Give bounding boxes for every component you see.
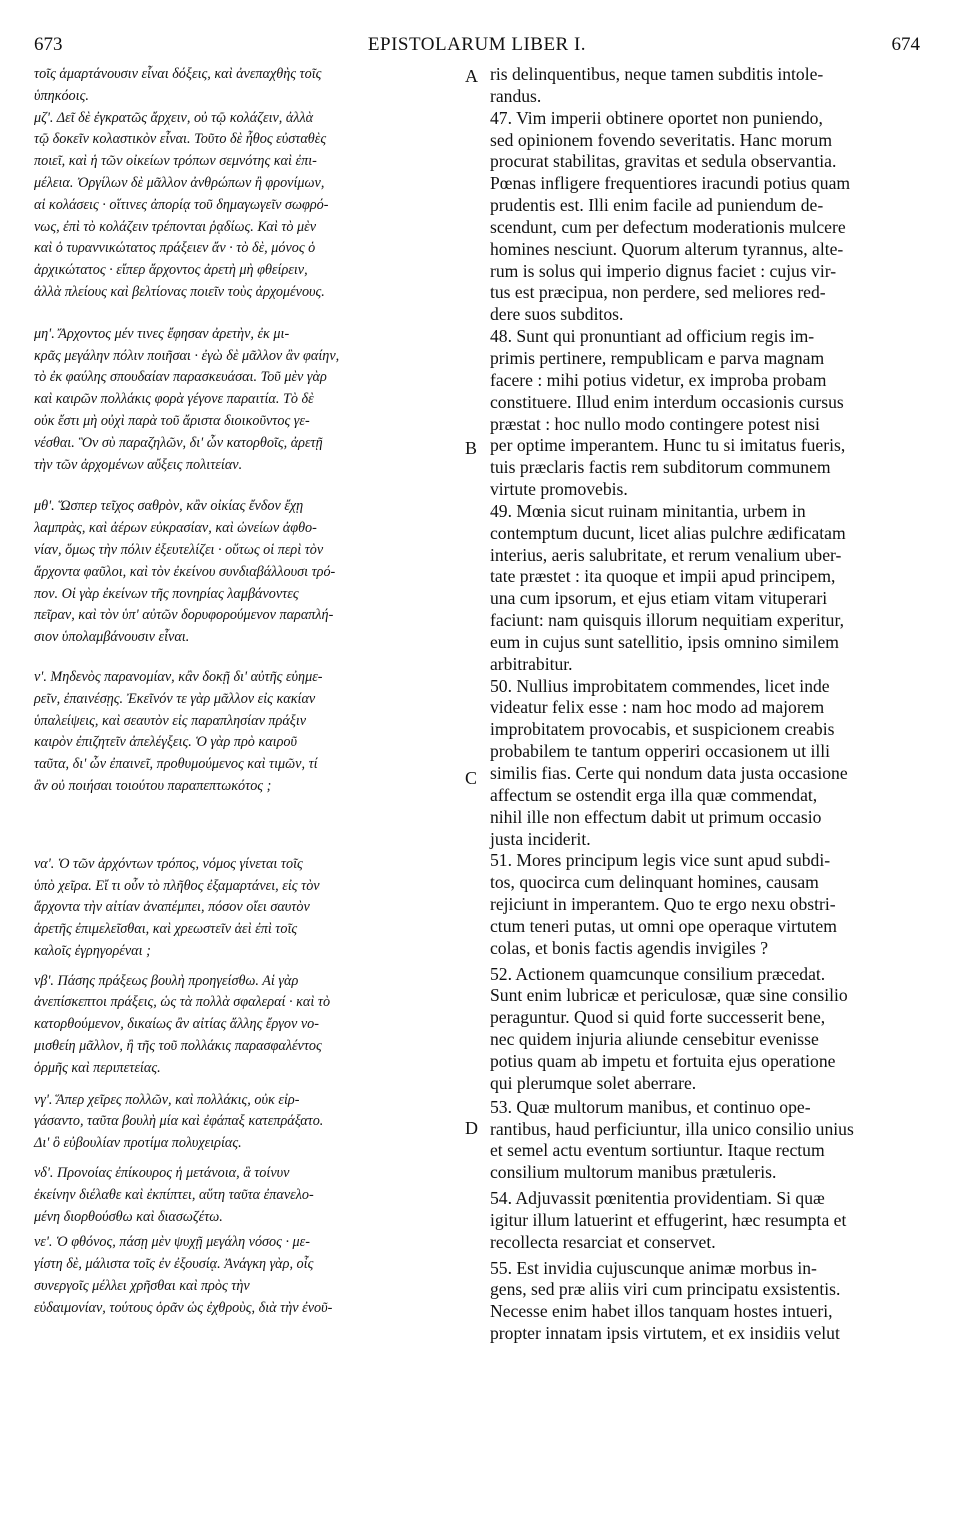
greek-text-line: νβ'. Πάσης πράξεως βουλὴ προηγείσθω. Αἱ γὰρ <box>34 972 299 989</box>
page-number-left: 673 <box>34 34 63 55</box>
latin-section-47 <box>490 108 922 326</box>
latin-text-line: recollecta resarciat et conservet. <box>490 1231 716 1252</box>
latin-text-line: 51. Mores principum legis vice sunt apud subdi- <box>490 850 831 871</box>
greek-text-line: κρᾶς μεγάλην πόλιν ποιῆσαι · ἐγὼ δὲ μᾶλλον ἂν φαίην, <box>34 347 340 364</box>
greek-section-50 <box>34 667 474 798</box>
greek-text-line: ἀρετῆς ἐπιμελεῖσθαι, καὶ χρεωστεῖν ἀεὶ ἐπὶ τοῖς <box>34 921 298 938</box>
greek-text-line: πεῖραν, καὶ τὸν ὑπ' αὐτῶν δορυφορούμενον παραπλή- <box>34 607 334 624</box>
latin-text-line: 55. Est invidia cujuscunque animæ morbus in- <box>490 1257 817 1278</box>
greek-text-line: νδ'. Προνοίας ἐπίκουρος ἡ μετάνοια, ἃ τοίνυν <box>34 1165 290 1182</box>
latin-text-line: affectum se ostendit erga illa quæ commendat, <box>490 784 818 805</box>
greek-text-line: ἐκείνην διέλαθε καὶ ἐκπίπτει, αὕτη ταῦτα ἐπανελο- <box>34 1186 314 1203</box>
latin-text-line: constituere. Illud enim interdum occasionis cursus <box>490 391 844 412</box>
latin-text-line: tate præstet : ita quoque et impii apud principem, <box>490 566 836 587</box>
greek-text-line: νέσθαι. Ὃν σὺ παραζηλῶν, δι' ὧν κατορθοῖς, ἀρετῇ <box>34 434 323 451</box>
greek-text-line: ὁρμῆς καὶ περιπετείας. <box>34 1059 161 1076</box>
greek-text-line: ὑπηκόοις. <box>34 87 89 104</box>
greek-text-line: μένη διορθούσθω καὶ διασωζέτω. <box>34 1208 223 1225</box>
latin-text-line: similis fias. Certe qui nondum data justa occasione <box>490 763 848 783</box>
latin-text-line: ris delinquentibus, neque tamen subditis intole- <box>490 64 824 84</box>
section-gap <box>34 1155 474 1163</box>
greek-text-line: καὶ ὁ τυραννικώτατος πράξειεν ἄν · τὸ δὲ, μόνος ὁ <box>34 240 316 257</box>
latin-section-48 <box>490 326 922 501</box>
greek-text-line: ποιεῖ, καὶ ἡ τῶν οἰκείων τρόπων σεμνότης καὶ ἐπι- <box>34 153 317 170</box>
greek-text-line: μζ'. Δεῖ δὲ ἐγκρατῶς ἄρχειν, οὐ τῷ κολάζειν, ἀλλὰ <box>34 109 314 126</box>
latin-text-line: improbitatem provocabis, et suspicionem creabis <box>490 719 835 740</box>
greek-text-line: ἀνεπίσκεπτοι πράξεις, ὡς τὰ πολλὰ σφαλεραί · καὶ τὸ <box>34 994 331 1011</box>
greek-text-line: ταῦτα, δι' ὧν ἐπαινεῖ, προθυμούμενος καὶ τιμῶν, τί <box>34 756 318 773</box>
greek-text-line: νως, ἐπὶ τὸ κολάζειν τρέπονται ῥᾳδίως. Καὶ τὸ μὲν <box>34 218 317 235</box>
section-gap <box>34 476 474 496</box>
latin-text-line: nihil ille non effectum dabit ut primum occasio <box>490 806 822 827</box>
greek-text-line: καλοῖς ἐγρηγορέναι ; <box>34 942 151 959</box>
greek-text-line: ὑπαλείψεις, καὶ σεαυτὸν εἰς παραπλησίαν πράξιν <box>34 712 307 729</box>
latin-text-line: et semel actu eventum sortiuntur. Itaque rectum <box>490 1140 825 1161</box>
greek-text-line: συνεργοῖς μέλλει χρῆσθαι καὶ πρὸς τὴν <box>34 1278 250 1295</box>
latin-section-49 <box>490 501 922 676</box>
latin-text-line: dere suos subditos. <box>490 304 624 325</box>
latin-text-line: videatur felix esse : nam hoc modo ad majorem <box>490 697 825 718</box>
running-header <box>34 34 920 60</box>
greek-text-line: ἄρχοντα φαῦλοι, καὶ τὸν ἐκείνου συνδιαβάλλουσι τρό- <box>34 563 336 580</box>
latin-text-line: contemptum ducunt, licet alias pulchre ædificatam <box>490 522 846 543</box>
latin-text-line: colas, et bonis factis agendis invigiles ? <box>490 937 769 958</box>
section-gap <box>34 798 474 854</box>
latin-text-line: Sunt enim lubricæ et periculosæ, quæ sine consilio <box>490 985 848 1006</box>
greek-text-line: κατορθούμενον, δικαίως ἂν αἰτίας ἄλλης ἔργον νο- <box>34 1016 319 1033</box>
greek-section-48 <box>34 324 474 477</box>
latin-text-line: eum in cujus sunt satellitio, ipsis omnino similem <box>490 631 839 652</box>
greek-column <box>34 64 474 1320</box>
greek-text-line: λαμπρὰς, καὶ ἀέρων εὐκρασίαν, καὶ ὠνείων ἀφθο- <box>34 520 317 537</box>
latin-text-line: 53. Quæ multorum manibus, et continuo ope- <box>490 1096 811 1117</box>
greek-text-line: τοῖς ἁμαρτάνουσιν εἶναι δόξεις, καὶ ἀνεπαχθὴς τοῖς <box>34 66 322 82</box>
latin-text-line: nec quidem injuria aliunde censebitur evenisse <box>490 1029 819 1050</box>
latin-text-line: peraguntur. Quod si quid forte successerit bene, <box>490 1007 826 1028</box>
greek-text-line: ρεῖν, ἐπαινέσῃς. Ἐκεῖνόν τε γὰρ μᾶλλον εἰς κακίαν <box>34 690 316 707</box>
greek-section-53 <box>34 1090 474 1155</box>
latin-text-line: Necesse enim habet illos tanquam hostes intueri, <box>490 1301 833 1322</box>
latin-section-51 <box>490 850 922 959</box>
latin-text-line: tus est præcipua, non perdere, sed meliores red- <box>490 282 826 303</box>
latin-section-52 <box>490 964 922 1095</box>
greek-section-55 <box>34 1232 474 1319</box>
latin-column <box>490 64 922 1345</box>
greek-text-line: πον. Οἱ γὰρ ἐκείνων τῆς πονηρίας λαμβάνοντες <box>34 585 299 602</box>
greek-text-line: σιον ὑπολαμβάνουσιν εἶναι. <box>34 629 190 646</box>
greek-text-line: ἂν οὐ ποιήσαι τοιούτου παραπεπτωκότος ; <box>34 777 272 794</box>
page-number-right: 674 <box>891 34 920 55</box>
greek-text-line: οὐκ ἔστι μὴ οὐχὶ παρὰ τοῦ ἄριστα διοικοῦντος γε- <box>34 412 310 429</box>
greek-text-line: Δι' ὃ εὐβουλίαν προτίμα πολυχειρίας. <box>34 1135 242 1152</box>
greek-text-line: νίαν, ὅμως τὴν πόλιν ἐξευτελίζει · οὕτως οἱ περὶ τὸν <box>34 541 324 558</box>
latin-text-line: faciunt: nam quisquis illorum nequitiam experitur, <box>490 610 845 631</box>
latin-text-line: 47. Vim imperii obtinere oportet non puniendo, <box>490 107 823 128</box>
latin-section-50 <box>490 676 922 851</box>
greek-text-line: καὶ καιρῶν πολλάκις φορὰ γέγονε παραιτία. Τὸ δὲ <box>34 391 314 408</box>
latin-text-line: consilium multorum manibus prætuleris. <box>490 1162 777 1183</box>
latin-text-line: primis pertinere, rempublicam e parva magnam <box>490 347 825 368</box>
latin-text-line: 49. Mœnia sicut ruinam minitantia, urbem in <box>490 500 806 521</box>
greek-text-line: τὴν τῶν ἀρχομένων αὔξεις πολιτείαν. <box>34 456 243 473</box>
latin-text-line: rantibus, haud perficiuntur, illa unico consilio unius <box>490 1118 854 1139</box>
greek-text-line: καιρὸν ἐπιζητεῖν ἀπελέγξεις. Ὁ γὰρ πρὸ καιροῦ <box>34 734 298 751</box>
latin-text-line: 54. Adjuvassit pœnitentia providentiam. Si quæ <box>490 1188 825 1209</box>
greek-section-49 <box>34 496 474 649</box>
latin-text-line: tos, quocirca cum delinquant homines, causam <box>490 872 819 893</box>
latin-text-line: rejiciunt in imperantem. Quo te ergo nexu obstri- <box>490 894 836 915</box>
latin-text-line: prudentis est. Illi enim facile ad puniendum de- <box>490 195 824 216</box>
greek-text-line: μη'. Ἄρχοντος μέν τινες ἔφησαν ἀρετὴν, ἐκ μι- <box>34 325 290 342</box>
running-title: EPISTOLARUM LIBER I. <box>367 34 587 55</box>
latin-text-line: homines nesciunt. Quorum alterum tyrannus, alte- <box>490 238 844 259</box>
latin-text-line: una cum ipsorum, et ejus etiam vitam vituperari <box>490 588 828 609</box>
greek-section-47 <box>34 108 474 304</box>
latin-section-54 <box>490 1188 922 1254</box>
greek-text-line: αἱ κολάσεις · οἵτινες ἀπορίᾳ τοῦ δημαγωγεῖν σωφρό- <box>34 196 329 213</box>
section-gap <box>34 304 474 324</box>
section-gap <box>34 649 474 667</box>
latin-text-line: interius, aeris salubritate, et rerum venalium uber- <box>490 544 842 565</box>
latin-text-line: per optime imperantem. Hunc tu si imitatus fueris, <box>490 435 846 456</box>
margin-marker-d: D <box>465 1118 478 1138</box>
latin-text-line: propter innatam ipsis virtutem, et ex insidiis velut <box>490 1323 840 1344</box>
greek-section-54 <box>34 1163 474 1228</box>
greek-section-0 <box>34 64 474 108</box>
greek-text-line: νγ'. Ἅπερ χεῖρες πολλῶν, καὶ πολλάκις, οὐκ εἰρ- <box>34 1091 300 1108</box>
greek-text-line: μέλεια. Ὀργίλων δὲ μᾶλλον ἀνθρώπων ἢ φρονίμων, <box>34 174 325 191</box>
greek-text-line: μθ'. Ὥσπερ τεῖχος σαθρὸν, κἂν οἰκίας ἔνδον ἔχῃ <box>34 498 304 515</box>
latin-text-line: sed opinionem fovendo severitatis. Hanc morum <box>490 129 833 150</box>
latin-section-53 <box>490 1097 922 1184</box>
greek-section-52 <box>34 971 474 1080</box>
margin-marker-b: B <box>465 438 478 458</box>
greek-text-line: εὐδαιμονίαν, τούτους ὁρᾶν ὡς ἐχθροὺς, διὰ τὴν ἐνοῦ- <box>34 1299 333 1316</box>
latin-text-line: gens, sed præ aliis viri cum principatu exsistentis. <box>490 1279 841 1300</box>
greek-text-line: ἀλλὰ πλείους καὶ βελτίονας ποιεῖν τοὺς ἀρχομένους. <box>34 283 325 300</box>
latin-text-line: qui plerumque solet aberrare. <box>490 1072 697 1093</box>
latin-text-line: procurat stabilitas, gravitas et sedula observantia. <box>490 151 837 172</box>
latin-text-line: scendunt, cum per defectum moderationis mulcere <box>490 216 846 237</box>
latin-text-line: 50. Nullius improbitatem commendes, licet inde <box>490 675 830 696</box>
greek-section-51 <box>34 854 474 963</box>
latin-text-line: facere : mihi potius videtur, ex improba probam <box>490 369 827 390</box>
latin-text-line: igitur illum latuerint et effugerint, hæc resumpta et <box>490 1209 847 1230</box>
greek-text-line: νε'. Ὁ φθόνος, πάσῃ μὲν ψυχῇ μεγάλη νόσος · με- <box>34 1234 310 1251</box>
latin-text-line: justa inciderit. <box>490 828 591 849</box>
section-gap <box>34 963 474 971</box>
greek-text-line: τὸ ἐκ φαύλης σπουδαίαν παρασκευάσαι. Τοῦ μὲν γὰρ <box>34 369 327 386</box>
latin-text-line: tuis præclaris factis rem subditorum communem <box>490 457 831 478</box>
greek-text-line: να'. Ὁ τῶν ἀρχόντων τρόπος, νόμος γίνεται τοῖς <box>34 855 303 872</box>
greek-text-line: ὑπὸ χεῖρα. Εἴ τι οὖν τὸ πλῆθος ἐξαμαρτάνει, εἰς τὸν <box>34 877 320 894</box>
latin-section-0 <box>490 64 922 108</box>
section-gap <box>34 1080 474 1090</box>
greek-text-line: ν'. Μηδενὸς παρανομίαν, κἂν δοκῇ δι' αὐτῆς εὐημε- <box>34 668 323 685</box>
latin-text-line: probabilem te tantum opperiri occasionem ut illi <box>490 741 831 762</box>
latin-text-line: virtute promovebis. <box>490 479 628 500</box>
latin-text-line: arbitrabitur. <box>490 653 573 674</box>
latin-text-line: ctum teneri putas, ut omni ope operaque virtutem <box>490 915 837 936</box>
latin-text-line: præstat : hoc nullo modo contingere potest nisi <box>490 413 820 434</box>
latin-text-line: Pœnas infligere frequentiores iracundi potius quam <box>490 173 851 194</box>
greek-text-line: γίστη δὲ, μάλιστα τοῖς ἐν ἐξουσίᾳ. Ἀνάγκη γὰρ, οἷς <box>34 1256 314 1273</box>
greek-text-line: γάσαντο, ταῦτα βουλὴ μία καὶ ἐφάπαξ κατεπράξατο. <box>34 1113 324 1130</box>
latin-text-line: randus. <box>490 85 542 106</box>
latin-text-line: 52. Actionem quamcunque consilium præcedat. <box>490 963 826 984</box>
greek-text-line: μισθείη μᾶλλον, ἢ τῆς τοῦ πολλάκις παρασφαλέντος <box>34 1038 322 1055</box>
latin-text-line: rum is solus qui imperio dignus faciet : cujus vir- <box>490 260 837 281</box>
margin-marker-a: A <box>465 66 478 86</box>
latin-text-line: 48. Sunt qui pronuntiant ad officium regis im- <box>490 326 815 347</box>
greek-text-line: ἀρχικώτατος · εἴπερ ἄρχοντος ἀρετὴ μὴ φθείρειν, <box>34 262 308 279</box>
margin-marker-c: C <box>465 768 478 788</box>
greek-text-line: τῷ δοκεῖν κολαστικὸν εἶναι. Τοῦτο δὲ ἦθος εὐσταθὲς <box>34 131 327 148</box>
greek-text-line: ἄρχοντα τὴν αἰτίαν ἀναπέμπει, πόσον οἴει σαυτὸν <box>34 899 310 916</box>
latin-text-line: potius quam ab impetu et fortuita ejus operatione <box>490 1050 836 1071</box>
latin-section-55 <box>490 1258 922 1345</box>
